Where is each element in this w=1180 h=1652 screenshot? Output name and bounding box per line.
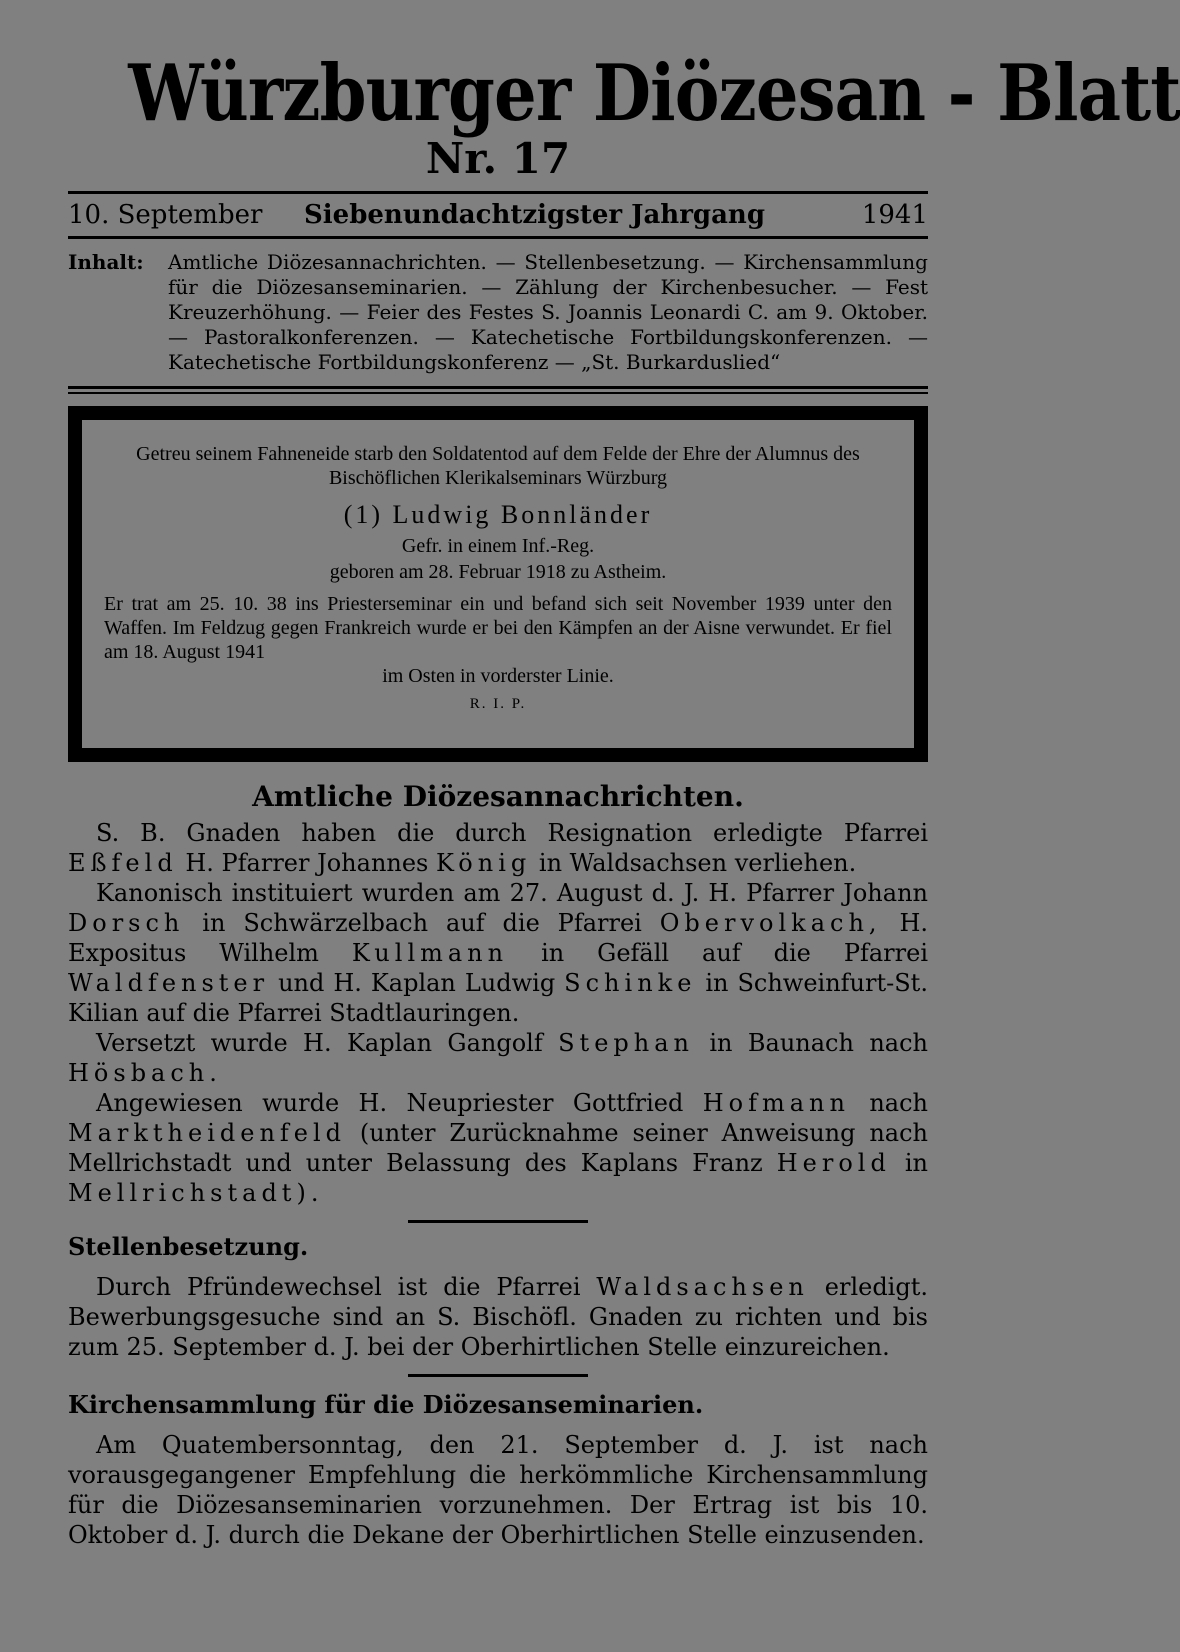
obituary-text [104, 592, 892, 688]
paragraph: Versetzt wurde H. Kaplan Gangolf Stephan in Baunach nach Hösbach. [68, 1029, 928, 1087]
issue-number: Nr. 17 [425, 134, 571, 183]
paragraph: S. B. Gnaden haben die durch Resignation erledigte Pfarrei Eßfeld H. Pfarrer Johannes König in Waldsachsen verliehen. [68, 819, 928, 877]
section-divider [408, 1220, 588, 1223]
paragraph: Kanonisch instituiert wurden am 27. August d. J. H. Pfarrer Johann Dorsch in Schwärzelbach auf die Pfarrei Obervolkach, H. Expositus Wilhelm Kullmann in Gefäll auf die Pfarrei Waldfenster und H. Kaplan Ludwig Schinke in Schweinfurt-St. Kilian auf die Pfarrei Stadtlauringen. [68, 879, 929, 1027]
paragraph: Am Quatembersonntag, den 21. September d. J. ist nach vorausgegangener Empfehlung die herkömmliche Kirchensammlung für die Diözesanseminarien vorzunehmen. Der Ertrag ist bis 10. Oktober d. J. durch die Dekane der Oberhirtlichen Stelle einzusenden. [68, 1431, 928, 1549]
obituary-box [68, 406, 928, 762]
issue-year: 1941 [861, 200, 928, 230]
volume-label: Siebenundachtzigster Jahrgang [304, 200, 766, 230]
rule-contents-1 [68, 386, 928, 389]
obituary-name: (1) Ludwig Bonnländer [343, 500, 653, 529]
section-title-kirchen: Kirchensammlung für die Diözesanseminarien. [68, 1390, 704, 1419]
contents-text: Amtliche Diözesannachrichten. — Stellenbesetzung. — Kirchensammlung für die Diözesanseminarien. — Zählung der Kirchenbesucher. — Fest Kreuzerhöhung. — Feier des Festes S. Joannis Leonardi C. am 9. Oktober. — Pastoralkonferenzen. — Katechetische Fortbildungskonferenzen. — Katechetische Fortbildungskonferenz — „St. Burkarduslied“ [168, 250, 928, 374]
kirchen-body [68, 1430, 928, 1550]
stellen-body [68, 1272, 928, 1362]
rule-top [68, 191, 928, 194]
contents-label: Inhalt: [68, 250, 144, 274]
rule-contents-2 [68, 392, 928, 394]
obituary-body: Er trat am 25. 10. 38 ins Priesterseminar ein und befand sich seit November 1939 unter den Waffen. Im Feldzug gegen Frankreich wurde er bei den Kämpfen an der Aisne verwundet. Er fiel am 18. August 1941 [104, 593, 892, 663]
issue-date: 10. September [68, 200, 263, 230]
masthead-title: Würzburger Diözesan - Blatt [128, 48, 1180, 139]
obituary-rip: R. I. P. [469, 696, 527, 712]
obituary-rank: Gefr. in einem Inf.-Reg. [401, 535, 595, 557]
rule-dateline [68, 236, 928, 239]
section-title-amtliche: Amtliche Diözesannachrichten. [252, 780, 744, 813]
section-divider [408, 1374, 588, 1377]
paragraph: Durch Pfründewechsel ist die Pfarrei Waldsachsen erledigt. Bewerbungsgesuche sind an S. Bischöfl. Gnaden zu richten und bis zum 25. September d. J. bei der Oberhirtlichen Stelle einzureichen. [68, 1273, 928, 1361]
obituary-body-end: im Osten in vorderster Linie. [382, 665, 614, 687]
obituary-intro: Getreu seinem Fahneneide starb den Soldatentod auf dem Felde der Ehre der Alumnus des Bischöflichen Klerikalseminars Würzburg [136, 443, 860, 489]
obituary-born: geboren am 28. Februar 1918 zu Astheim. [329, 561, 667, 583]
paragraph: Angewiesen wurde H. Neupriester Gottfried Hofmann nach Marktheidenfeld (unter Zurücknahme seiner Anweisung nach Mellrichstadt und unter Belassung des Kaplans Franz Herold in Mellrichstadt). [68, 1089, 929, 1207]
amtliche-body [68, 818, 928, 1208]
dateline [68, 198, 928, 232]
section-title-stellen: Stellenbesetzung. [68, 1232, 309, 1261]
